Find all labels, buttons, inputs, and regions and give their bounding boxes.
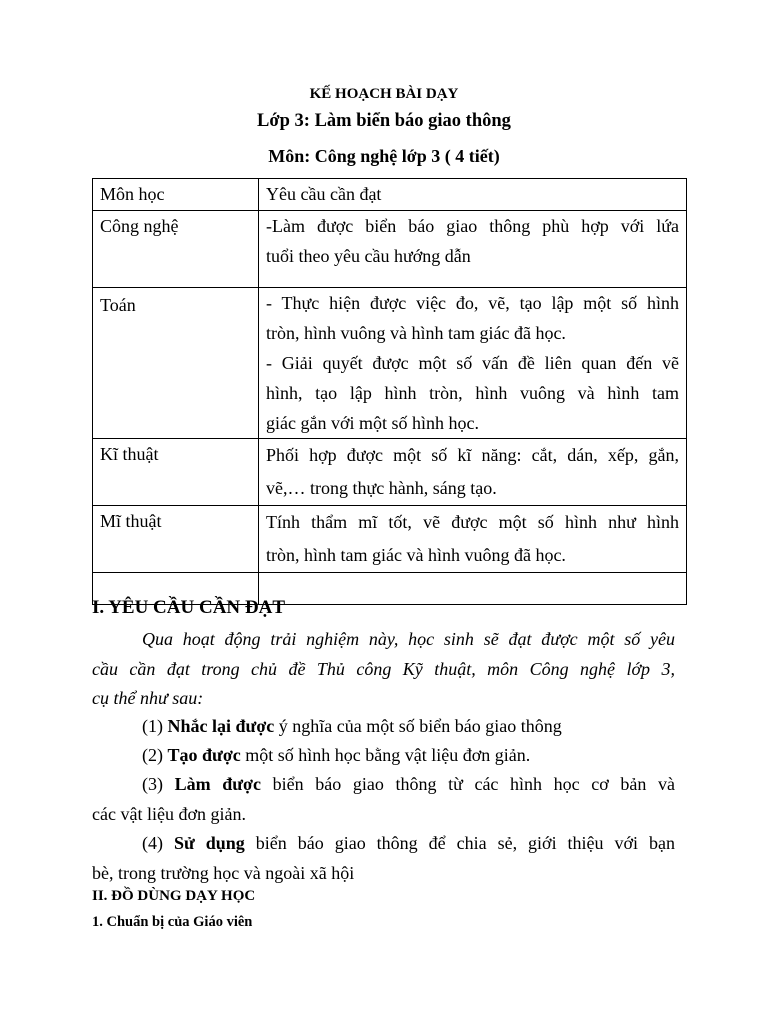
table-cell-subject: Mĩ thuật [93, 506, 259, 573]
intro-line: Qua hoạt động trải nghiệm này, học sinh sẽ đạt được một số yêu [142, 629, 675, 649]
table-header-row [93, 179, 687, 211]
list-item [92, 829, 675, 888]
section-heading-requirements: I. YÊU CẦU CẦN ĐẠT [92, 597, 285, 618]
requirement-line: Tính thẩm mĩ tốt, vẽ được một số hình như hình [266, 512, 679, 532]
table-header-requirement: Yêu cầu cần đạt [259, 179, 687, 211]
requirement-line: - Thực hiện được việc đo, vẽ, tạo lập một số hình [266, 293, 679, 313]
item-keyword: Tạo được [167, 745, 241, 765]
requirements-table [92, 178, 687, 605]
requirement-line: tròn, hình tam giác và hình vuông đã học. [266, 545, 566, 565]
table-cell-requirement [259, 573, 687, 605]
item-keyword: Làm được [174, 774, 262, 794]
item-keyword: Nhắc lại được [167, 716, 275, 736]
document-kicker: KẾ HOẠCH BÀI DẠY [309, 86, 459, 102]
requirement-line: -Làm được biển báo giao thông phù hợp với lứa [266, 216, 679, 236]
table-cell-requirement [259, 506, 687, 573]
item-number: (1) [142, 716, 163, 736]
list-item [92, 770, 675, 829]
table-cell-subject: Toán [93, 288, 259, 439]
requirement-line: giác gắn với một số hình học. [266, 413, 479, 433]
table-cell-requirement [259, 439, 687, 506]
table-cell-requirement [259, 211, 687, 288]
table-header-subject: Môn học [93, 179, 259, 211]
requirement-line: Phối hợp được một số kĩ năng: cắt, dán, xếp, gắn, [266, 445, 679, 465]
table-cell-requirement [259, 288, 687, 439]
requirement-line: vẽ,… trong thực hành, sáng tạo. [266, 478, 497, 498]
intro-line: cụ thể như sau: [92, 688, 204, 708]
requirement-line: hình, tạo lập hình tròn, hình vuông và hình tam [266, 383, 679, 403]
item-text: một số hình học bằng vật liệu đơn giản. [240, 745, 531, 765]
item-continuation: các vật liệu đơn giản. [92, 803, 246, 824]
table-cell-subject: Kĩ thuật [93, 439, 259, 506]
document-subtitle: Môn: Công nghệ lớp 3 ( 4 tiết) [268, 146, 500, 166]
item-number: (2) [142, 745, 163, 765]
table-cell-subject: Công nghệ [93, 211, 259, 288]
item-keyword: Sử dụng [173, 833, 245, 853]
section-heading-materials: II. ĐỒ DÙNG DẠY HỌC [92, 888, 256, 904]
item-number: (3) [142, 774, 163, 794]
intro-line: cầu cần đạt trong chủ đề Thủ công Kỹ thuật, môn Công nghệ lớp 3, [92, 658, 675, 679]
table-row [93, 506, 687, 573]
requirement-line: - Giải quyết được một số vấn đề liên quan đến vẽ [266, 353, 679, 373]
table-row [93, 288, 687, 439]
intro-paragraph [92, 625, 675, 714]
subsection-heading-teacher: 1. Chuẩn bị của Giáo viên [92, 914, 253, 930]
list-item [92, 741, 675, 771]
item-number: (4) [142, 833, 163, 853]
item-text: ý nghĩa của một số biển báo giao thông [274, 716, 562, 736]
table-row [93, 211, 687, 288]
list-item [92, 712, 675, 742]
item-continuation: bè, trong trường học và ngoài xã hội [92, 862, 355, 883]
item-text: biển báo giao thông từ các hình học cơ bản và [261, 774, 675, 794]
item-text: biển báo giao thông để chia sẻ, giới thiệu với bạn [244, 833, 675, 853]
requirement-line: tròn, hình vuông và hình tam giác đã học. [266, 323, 566, 343]
table-row [93, 439, 687, 506]
requirement-line: tuổi theo yêu cầu hướng dẫn [266, 246, 471, 266]
document-title: Lớp 3: Làm biển báo giao thông [257, 111, 511, 131]
